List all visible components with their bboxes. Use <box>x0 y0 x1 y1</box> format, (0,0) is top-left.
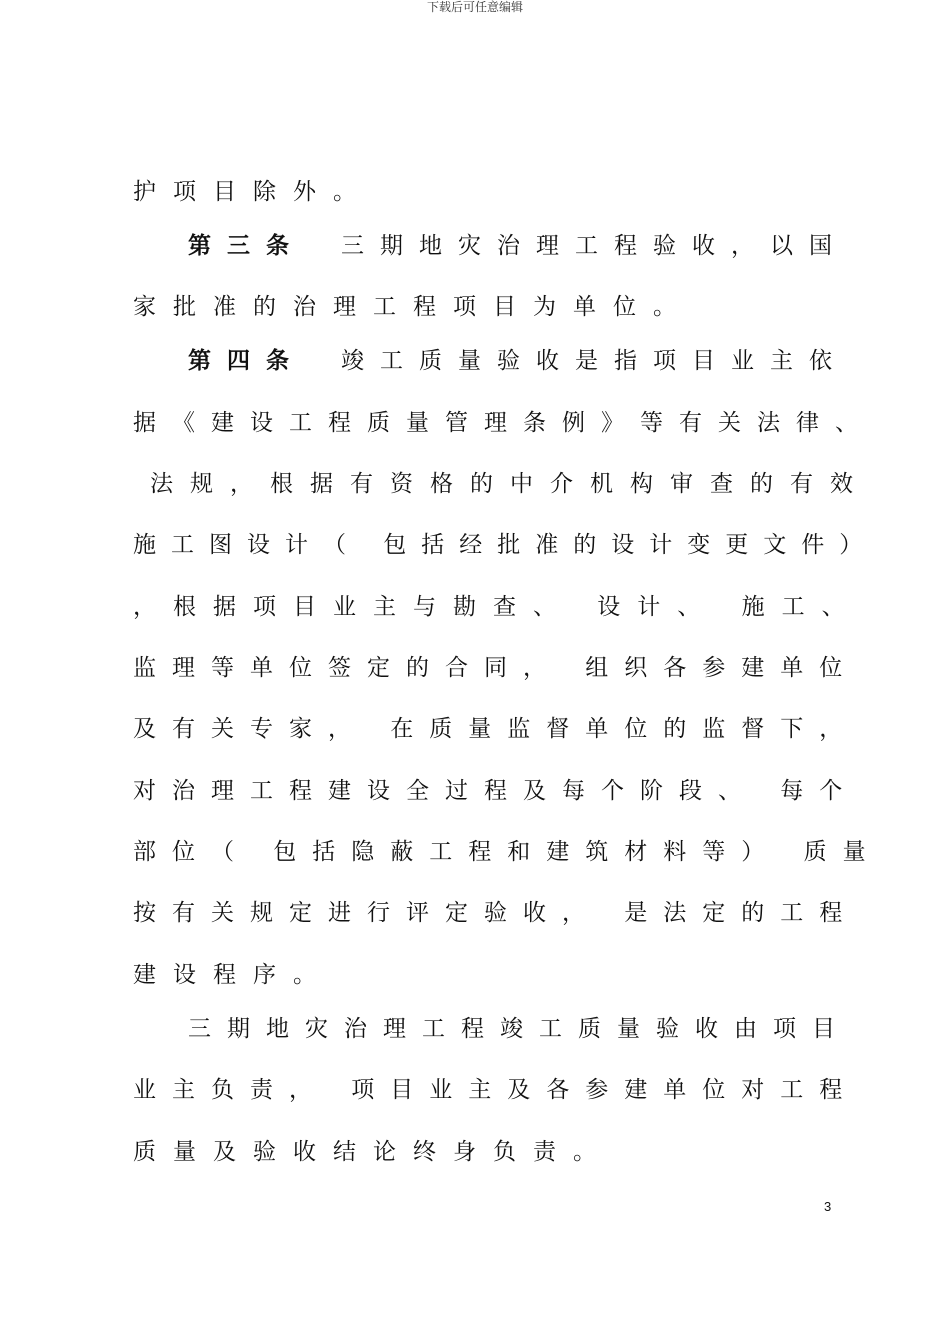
body-line-7: 施工图设计（ 包括经批准的设计变更文件） <box>133 532 878 558</box>
body-line-9: 监理等单位签定的合同， 组织各参建单位 <box>133 655 859 681</box>
page-number: 3 <box>824 1199 832 1214</box>
body-line-3: 家批准的治理工程项目为单位。 <box>133 294 693 320</box>
body-line-4 <box>188 346 848 376</box>
body-line-15: 三期地灾治理工程竣工质量验收由项目 <box>188 1016 851 1042</box>
body-line-10: 及有关专家， 在质量监督单位的监督下， <box>133 716 859 742</box>
article-text-3: 三期地灾治理工程验收，以国 <box>341 233 848 259</box>
article-text-4: 竣工质量验收是指项目业主依 <box>341 348 848 374</box>
body-line-14: 建设程序。 <box>133 962 333 988</box>
body-line-13: 按有关规定进行评定验收， 是法定的工程 <box>133 900 859 926</box>
body-line-17: 质量及验收结论终身负责。 <box>133 1139 613 1165</box>
page-header: 下载后可任意编辑 <box>426 0 523 14</box>
body-line-12: 部位（ 包括隐蔽工程和建筑材料等） 质量 <box>133 839 882 865</box>
body-line-11: 对治理工程建设全过程及每个阶段、 每个 <box>133 778 859 804</box>
body-line-5: 据《建设工程质量管理条例》等有关法律、 <box>133 410 874 436</box>
body-line-8: ，根据项目业主与勘查、 设计、 施工、 <box>133 594 862 620</box>
article-heading-3: 第三条 <box>188 233 305 259</box>
body-line-6: 法规，根据有资格的中介机构审查的有效 <box>150 471 870 497</box>
article-heading-4: 第四条 <box>188 348 305 374</box>
body-line-16: 业主负责， 项目业主及各参建单位对工程 <box>133 1077 859 1103</box>
body-line-2 <box>188 231 848 261</box>
body-line-1: 护项目除外。 <box>133 179 373 205</box>
